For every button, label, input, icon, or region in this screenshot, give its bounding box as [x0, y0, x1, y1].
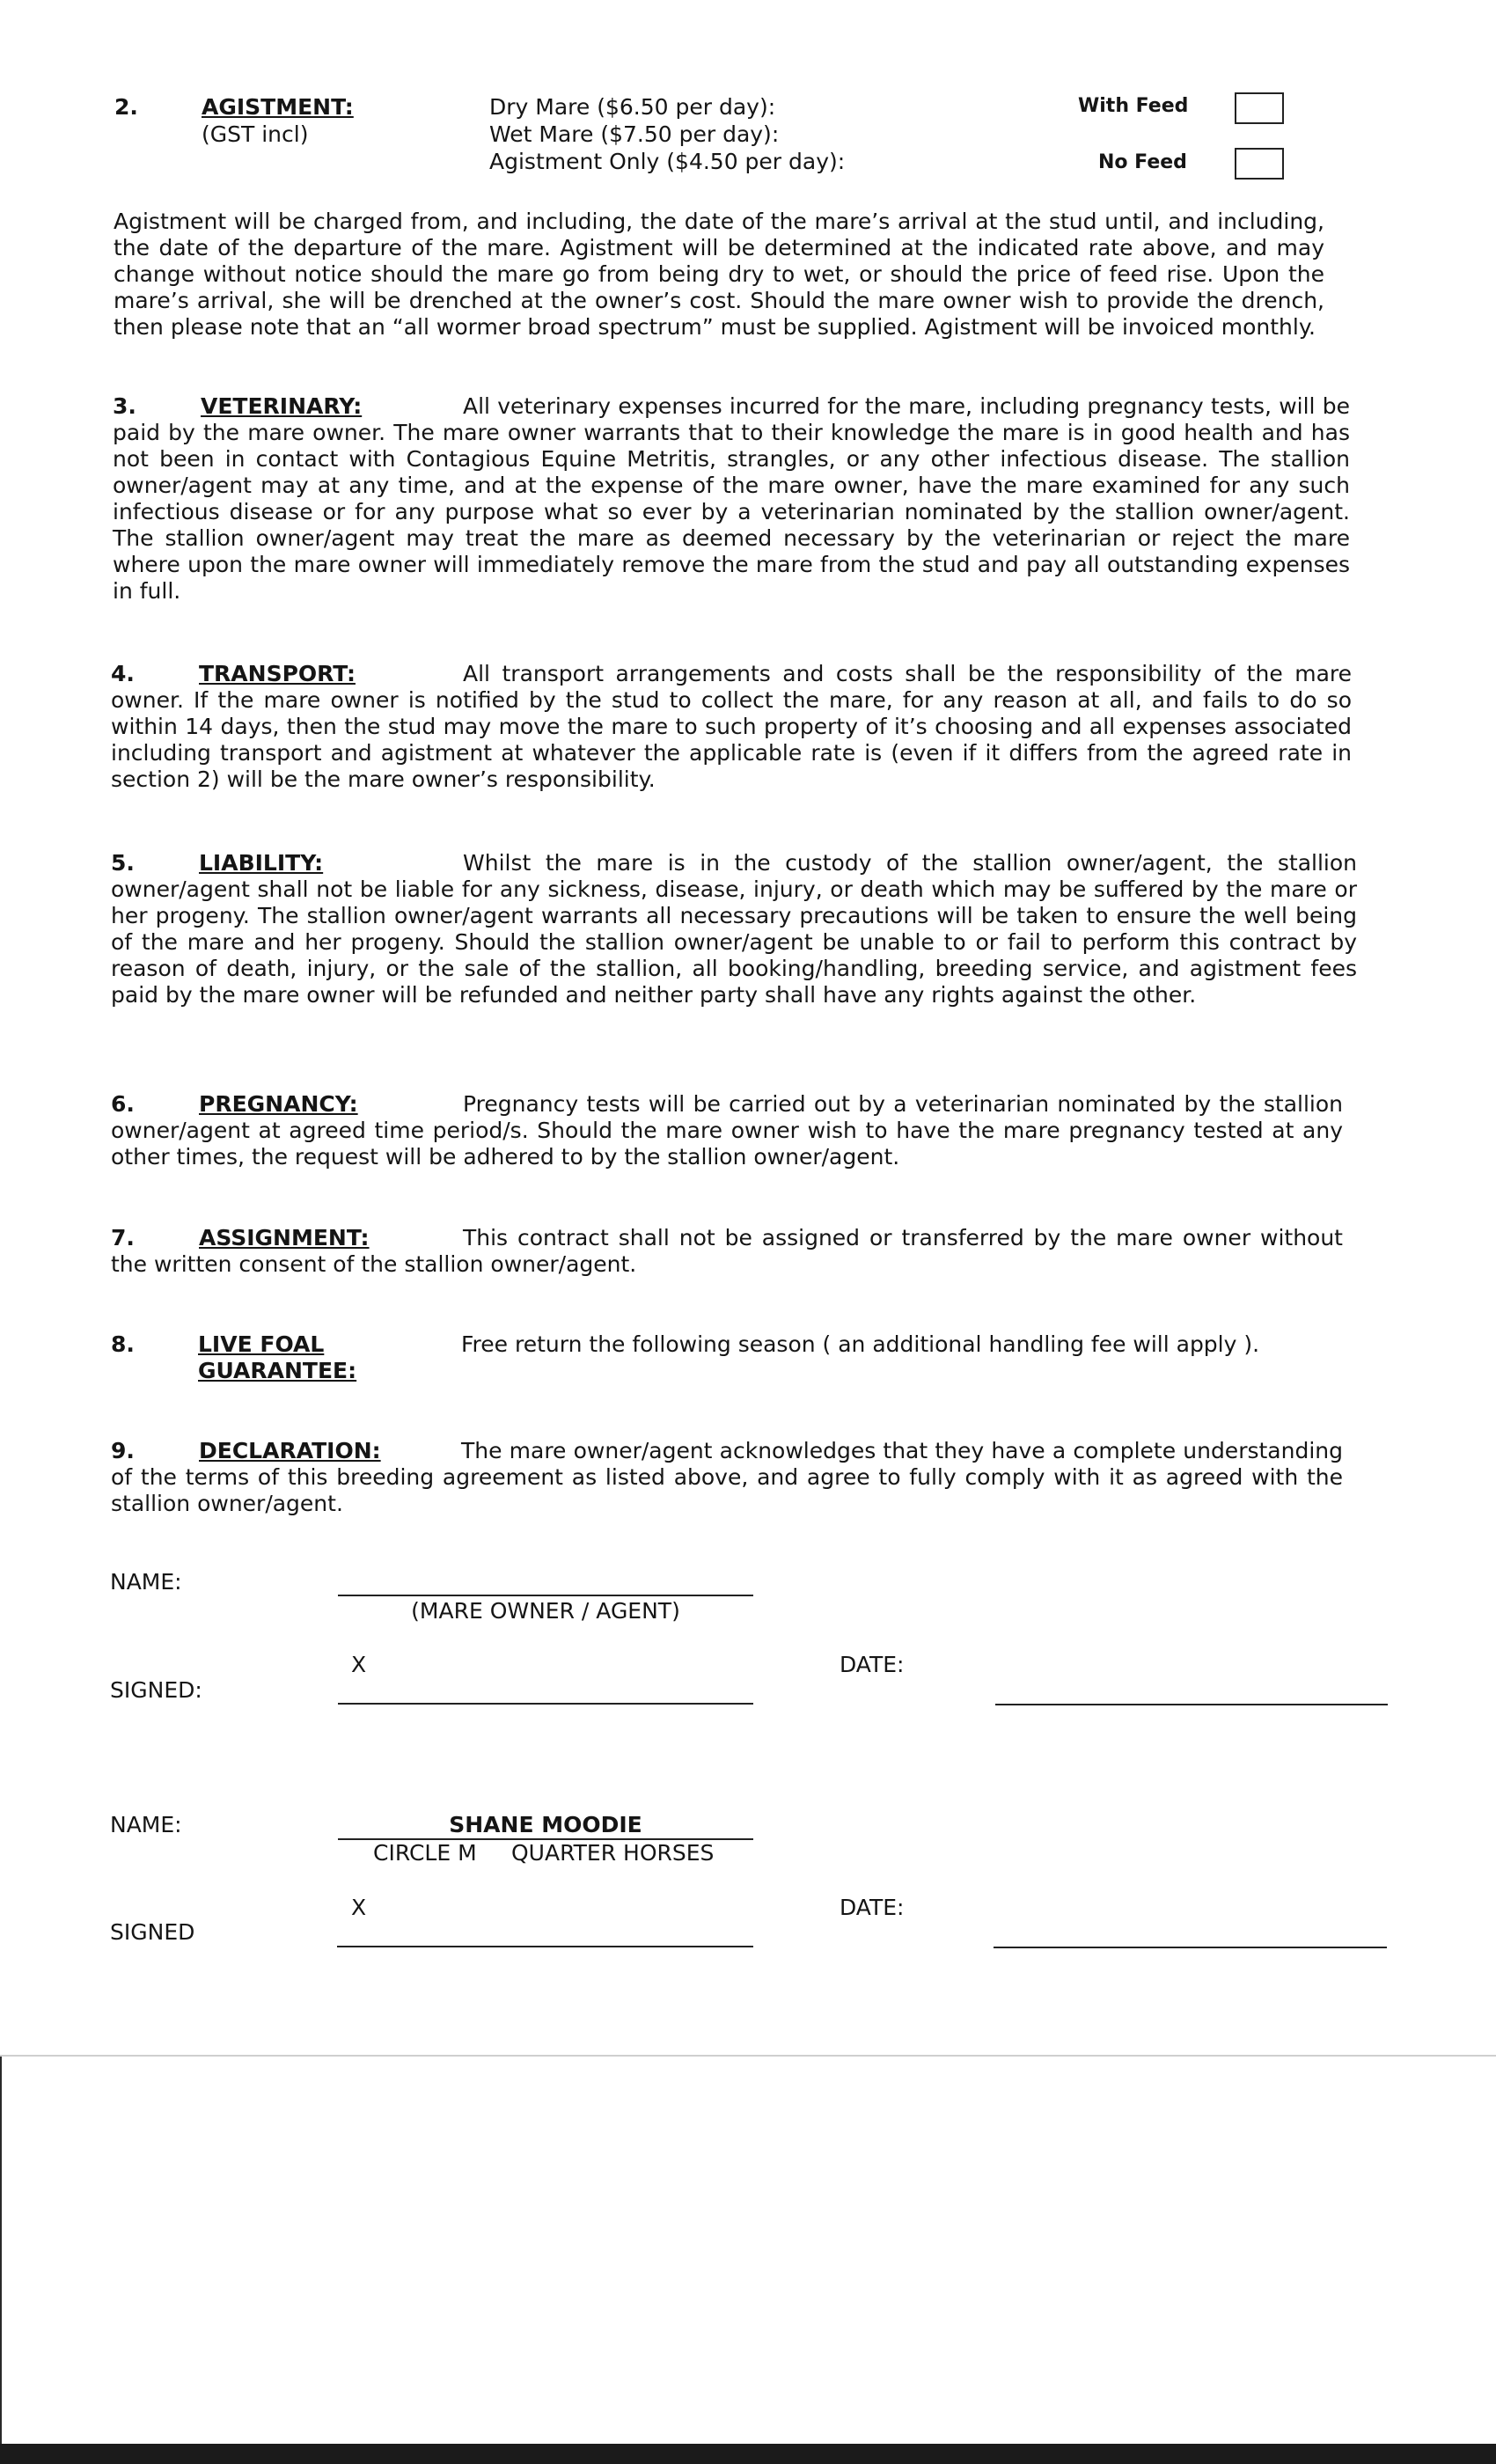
section-6-body: Pregnancy tests will be carried out by a veterinarian nominated by the stallion owner/agent at agreed time period/s. Should the mare owner wish to have the mare pregnancy tested at any other times, the request will be adhered to by the stallion owner/agent. — [111, 1091, 1343, 1170]
section-6 — [111, 1091, 1343, 1170]
section-2-number: 2. — [114, 94, 138, 120]
section-3 — [113, 393, 1350, 605]
section-7 — [111, 1225, 1343, 1278]
stallion-owner-date-label: DATE: — [840, 1895, 905, 1920]
mare-owner-name-line — [338, 1595, 753, 1596]
stallion-owner-date-line[interactable] — [994, 1947, 1387, 1948]
mare-owner-date-line[interactable] — [995, 1704, 1388, 1705]
stallion-owner-caption-left: CIRCLE M — [373, 1840, 477, 1866]
stallion-owner-signed-label: SIGNED — [110, 1919, 195, 1945]
section-7-heading: ASSIGNMENT: — [199, 1225, 370, 1250]
section-2-heading: AGISTMENT: — [202, 94, 354, 120]
mare-owner-name-field[interactable] — [338, 1566, 753, 1592]
stallion-owner-name-label: NAME: — [110, 1812, 182, 1837]
mare-owner-signed-label: SIGNED: — [110, 1677, 202, 1703]
section-5-number: 5. — [111, 850, 135, 876]
section-8-heading-line1: LIVE FOAL — [198, 1331, 325, 1357]
section-3-number: 3. — [113, 393, 136, 419]
section-9 — [111, 1438, 1343, 1517]
section-3-heading: VETERINARY: — [201, 393, 363, 419]
section-8-number: 8. — [111, 1331, 135, 1357]
section-5 — [111, 850, 1357, 1008]
rate-wet-mare: Wet Mare ($7.50 per day): — [489, 121, 780, 147]
blank-scan-area — [0, 2057, 1496, 2444]
mare-owner-caption: (MARE OWNER / AGENT) — [411, 1598, 680, 1624]
stallion-owner-caption-right: QUARTER HORSES — [511, 1840, 715, 1866]
no-feed-label: No Feed — [1098, 151, 1187, 173]
section-7-number: 7. — [111, 1225, 135, 1250]
section-9-heading: DECLARATION: — [199, 1438, 381, 1463]
section-4 — [111, 661, 1352, 793]
stallion-owner-name: SHANE MOODIE — [449, 1812, 642, 1837]
section-6-number: 6. — [111, 1091, 135, 1117]
mare-owner-signature-line[interactable] — [338, 1703, 753, 1705]
mare-owner-date-label: DATE: — [840, 1652, 905, 1677]
section-7-body: This contract shall not be assigned or transferred by the mare owner without the written consent of the stallion owner/agent. — [111, 1225, 1343, 1277]
stallion-owner-signature-line[interactable] — [337, 1946, 753, 1947]
section-4-heading: TRANSPORT: — [199, 661, 356, 686]
section-9-number: 9. — [111, 1438, 135, 1463]
mare-owner-x-mark: X — [351, 1652, 367, 1677]
rate-dry-mare: Dry Mare ($6.50 per day): — [489, 94, 776, 120]
mare-owner-name-label: NAME: — [110, 1569, 182, 1595]
section-2-body: Agistment will be charged from, and including, the date of the mare’s arrival at the stud until, and including, the date of the departure of the mare. Agistment will be determined at the indicated rate above, and may change without notice should the mare go from being dry to wet, or should the price of feed rise. Upon the mare’s arrival, she will be drenched at the owner’s cost. Should the mare owner wish to provide the drench, then please note that an “all wormer broad spectrum” must be supplied. Agistment will be invoiced monthly. — [114, 209, 1324, 340]
section-6-heading: PREGNANCY: — [199, 1091, 358, 1117]
no-feed-checkbox[interactable] — [1235, 148, 1284, 180]
scan-edge — [0, 2444, 1496, 2464]
section-2-subheading: (GST incl) — [202, 121, 309, 147]
section-4-number: 4. — [111, 661, 135, 686]
section-3-body: All veterinary expenses incurred for the mare, including pregnancy tests, will be paid by the mare owner. The mare owner warrants that to their knowledge the mare is in good health and has not been in contact with Contagious Equine Metritis, strangles, or any other infectious disease. The stallion owner/agent may at any time, and at the expense of the mare owner, have the mare examined for any such infectious disease or for any purpose what so ever by a veterinarian nominated by the stallion owner/agent. The stallion owner/agent may treat the mare as deemed necessary by the veterinarian or reject the mare where upon the mare owner will immediately remove the mare from the stud and pay all outstanding expenses in full. — [113, 393, 1350, 604]
with-feed-label: With Feed — [1078, 95, 1189, 117]
section-8-heading-line2: GUARANTEE: — [198, 1358, 357, 1383]
section-8-body: Free return the following season ( an additional handling fee will apply ). — [461, 1331, 1260, 1357]
stallion-owner-x-mark: X — [351, 1895, 367, 1920]
rate-agistment-only: Agistment Only ($4.50 per day): — [489, 149, 846, 174]
section-9-body: The mare owner/agent acknowledges that they have a complete understanding of the terms of this breeding agreement as listed above, and agree to fully comply with it as agreed with the stallion owner/agent. — [111, 1438, 1343, 1516]
with-feed-checkbox[interactable] — [1235, 92, 1284, 124]
section-5-body: Whilst the mare is in the custody of the stallion owner/agent, the stallion owner/agent shall not be liable for any sickness, disease, injury, or death which may be suffered by the mare or her progeny. The stallion owner/agent warrants all necessary precautions will be taken to ensure the well being of the mare and her progeny. Should the stallion owner/agent be unable to or fail to perform this contract by reason of death, injury, or the sale of the stallion, all booking/handling, breeding service, and agistment fees paid by the mare owner will be refunded and neither party shall have any rights against the other. — [111, 850, 1357, 1008]
section-5-heading: LIABILITY: — [199, 850, 324, 876]
section-4-body: All transport arrangements and costs shall be the responsibility of the mare owner. If the mare owner is notified by the stud to collect the mare, for any reason at all, and fails to do so within 14 days, then the stud may move the mare to such property of it’s choosing and all expenses associated including transport and agistment at whatever the applicable rate is (even if it differs from the agreed rate in section 2) will be the mare owner’s responsibility. — [111, 661, 1352, 792]
